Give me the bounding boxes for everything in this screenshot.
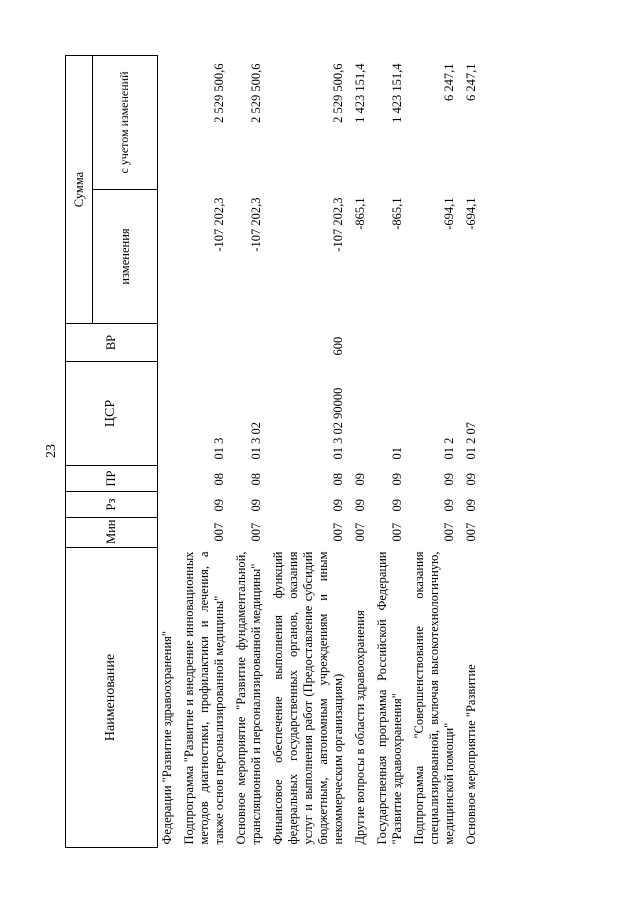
row-vr: [371, 324, 408, 362]
row-min: 007: [331, 522, 345, 542]
row-csr: 01 2 07: [464, 422, 478, 460]
row-csr: 01 3: [212, 437, 226, 460]
table-row: [267, 56, 349, 848]
row-min: 007: [464, 522, 478, 542]
table-row: [230, 56, 267, 848]
header-pr: ПР: [66, 466, 158, 492]
row-csr: 01 3 02: [249, 422, 263, 460]
row-changes: -865,1: [353, 197, 367, 230]
row-pr: 09: [464, 473, 478, 486]
header-name: Наименование: [66, 548, 158, 848]
table-row: [408, 56, 460, 848]
row-total: [158, 56, 179, 190]
row-total: 6 247,1: [442, 63, 456, 101]
row-total: 2 529 500,6: [249, 63, 263, 123]
row-name: Федерации "Развитие здравоохранения": [160, 630, 174, 845]
row-min: 007: [390, 522, 404, 542]
row-total: 2 529 500,6: [331, 63, 345, 123]
header-changes: изменения: [93, 190, 158, 324]
row-changes: -694,1: [442, 197, 456, 230]
header-vr: ВР: [66, 324, 158, 362]
table-row: [158, 56, 179, 848]
row-pr: 09: [442, 473, 456, 486]
row-name: Подпрограмма "Развитие и внедрение инновационных методов диагностики, профилактики и лечения, а также основ персонализированной медицины": [182, 551, 226, 845]
page-number: 23: [44, 444, 59, 458]
row-vr: [178, 324, 230, 362]
row-rz: 09: [390, 499, 404, 512]
table-body: [158, 56, 483, 848]
row-pr: 08: [331, 473, 345, 486]
row-pr: 08: [212, 473, 226, 486]
budget-table: [65, 55, 482, 848]
row-total: 2 529 500,6: [212, 63, 226, 123]
row-rz: 09: [353, 499, 367, 512]
row-name: Основное мероприятие "Развитие фундаментальной, трансляционной и персонализированной медицины": [234, 551, 263, 845]
row-csr: 01: [390, 447, 404, 460]
row-vr: [408, 324, 460, 362]
row-changes: [158, 190, 179, 324]
row-vr: [349, 324, 371, 362]
row-name: Основное мероприятие "Развитие: [464, 664, 478, 845]
row-rz: 09: [249, 499, 263, 512]
row-csr: 01 2: [442, 437, 456, 460]
row-csr: 01 3 02 90000: [331, 387, 345, 460]
row-pr: 09: [353, 473, 367, 486]
row-total: 1 423 151,4: [353, 63, 367, 123]
row-name: Другие вопросы в области здравоохранения: [353, 610, 367, 845]
row-vr: [158, 324, 179, 362]
header-sum: Сумма: [66, 56, 93, 324]
row-min: 007: [353, 522, 367, 542]
header-csr: ЦСР: [66, 362, 158, 466]
row-total: 1 423 151,4: [390, 63, 404, 123]
table-row: [349, 56, 371, 848]
header-total: с учетом изменений: [93, 56, 158, 190]
row-vr: [460, 324, 482, 362]
table-row: [460, 56, 482, 848]
row-name: Государственная программа Российской Федерации "Развитие здравоохранения": [375, 551, 404, 845]
row-rz: [158, 492, 179, 518]
table-row: [371, 56, 408, 848]
row-min: 007: [442, 522, 456, 542]
row-vr: 600: [331, 336, 345, 356]
row-changes: -694,1: [464, 197, 478, 230]
row-pr: [158, 466, 179, 492]
row-changes: -107 202,3: [331, 197, 345, 252]
budget-table-rotated: [65, 56, 600, 848]
row-pr: 08: [249, 473, 263, 486]
row-min: 007: [249, 522, 263, 542]
row-changes: -107 202,3: [212, 197, 226, 252]
row-csr: [349, 362, 371, 466]
row-changes: -107 202,3: [249, 197, 263, 252]
header-min: Мин: [66, 518, 158, 548]
table-row: [178, 56, 230, 848]
row-csr: [158, 362, 179, 466]
header-rz: Рз: [66, 492, 158, 518]
table-header: [66, 56, 158, 848]
row-changes: -865,1: [390, 197, 404, 230]
row-name: Подпрограмма "Совершенствование оказания специализированной, включая высокотехнологичную, медицинской помощи": [412, 551, 456, 845]
row-vr: [230, 324, 267, 362]
row-rz: 09: [464, 499, 478, 512]
row-total: 6 247,1: [464, 63, 478, 101]
row-min: 007: [212, 522, 226, 542]
row-rz: 09: [442, 499, 456, 512]
row-name: Финансовое обеспечение выполнения функций федеральных государственных органов, оказания услуг и выполнения работ (Предоставление субсидий бюджетным, автономным учреждениям и иным некоммерческим организациям): [271, 551, 345, 845]
row-pr: 09: [390, 473, 404, 486]
row-rz: 09: [331, 499, 345, 512]
row-min: [158, 518, 179, 548]
row-rz: 09: [212, 499, 226, 512]
